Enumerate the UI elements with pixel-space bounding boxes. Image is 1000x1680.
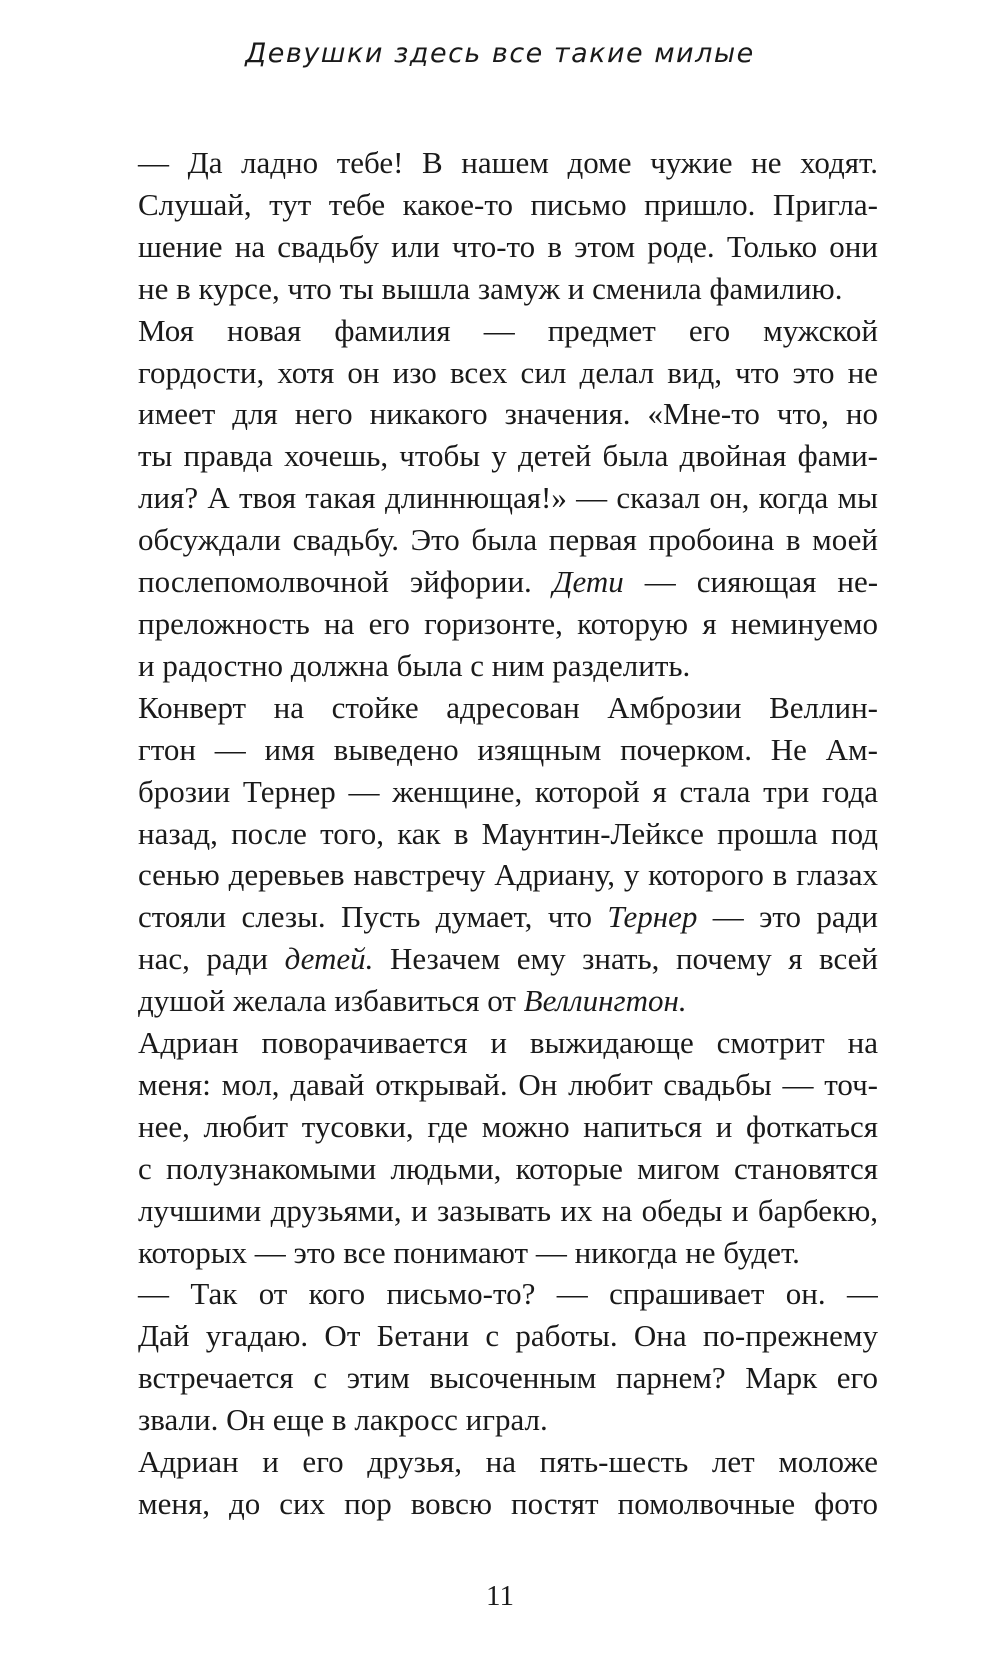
text-line: меня, до сих пор вовсю постят помолвочные фото — [138, 1486, 878, 1521]
text-segment: Незачем ему знать, почему я всей — [389, 941, 878, 977]
paragraph-5 — [100, 1273, 878, 1441]
text-line: гтон — имя выведено изящным почерком. Не Ам- — [138, 731, 878, 767]
paragraph-3 — [100, 687, 878, 1022]
text-segment: нас, ради — [138, 941, 269, 977]
text-line: брозии Тернер — женщине, которой я стала три года — [138, 773, 878, 809]
italic-word: Тернер — [607, 899, 698, 935]
text-line: — Так от кого письмо-то? — спрашивает он. — — [138, 1276, 878, 1312]
italic-word: Дети — [552, 564, 624, 600]
text-line — [100, 980, 878, 1022]
text-segment: душой желала избавиться от — [138, 983, 516, 1019]
text-line: имеет для него никакого значения. «Мне-то что, но — [138, 396, 878, 432]
paragraph-4 — [100, 1022, 878, 1273]
italic-word: Веллингтон. — [523, 983, 687, 1019]
text-line: не в курсе, что ты вышла замуж и сменила фамилию. — [138, 270, 843, 306]
text-segment: — сияющая не- — [644, 564, 878, 600]
text-segment: послепомолвочной эйфории. — [138, 564, 532, 600]
text-line: и радостно должна была с ним разделить. — [138, 647, 691, 683]
text-line: Адриан поворачивается и выжидающе смотрит на — [138, 1025, 878, 1061]
text-line: Адриан и его друзья, на пять-шесть лет моложе — [138, 1444, 878, 1480]
text-line — [100, 561, 878, 603]
text-line: которых — это все понимают — никогда не будет. — [138, 1234, 800, 1270]
text-line: звали. Он еще в лакросс играл. — [138, 1402, 548, 1438]
text-line: сенью деревьев навстречу Адриану, у которого в глазах — [138, 857, 878, 893]
text-line: лучшими друзьями, и зазывать их на обеды и барбекю, — [138, 1192, 878, 1228]
text-line: меня: мол, давай открывай. Он любит свадьбы — точ- — [138, 1066, 878, 1102]
text-line: назад, после того, как в Маунтин-Лейксе прошла под — [138, 815, 878, 851]
text-line: нее, любит тусовки, где можно напиться и фоткаться — [138, 1108, 878, 1144]
text-line — [100, 896, 878, 938]
text-line: встречается с этим высоченным парнем? Марк его — [138, 1360, 878, 1396]
text-line: гордости, хотя он изо всех сил делал вид, что это не — [138, 354, 878, 390]
text-line: Моя новая фамилия — предмет его мужской — [138, 312, 878, 348]
text-line — [100, 938, 878, 980]
text-segment: — это ради — [712, 899, 878, 935]
text-line: преложность на его горизонте, которую я неминуемо — [138, 605, 878, 641]
paragraph-6 — [100, 1441, 878, 1525]
paragraph-1 — [100, 142, 878, 310]
body-text — [100, 142, 878, 1525]
text-segment: стояли слезы. Пусть думает, что — [138, 899, 593, 935]
text-line: лия? А твоя такая длиннющая!» — сказал он, когда мы — [138, 480, 878, 516]
text-line: шение на свадьбу или что-то в этом роде. Только они — [138, 228, 878, 264]
text-line: Слушай, тут тебе какое-то письмо пришло. Пригла- — [138, 186, 878, 222]
text-line: с полузнакомыми людьми, которые мигом становятся — [138, 1150, 878, 1186]
text-line: — Да ладно тебе! В нашем доме чужие не ходят. — [138, 145, 878, 180]
text-line: обсуждали свадьбу. Это была первая пробоина в моей — [138, 522, 878, 558]
paragraph-2 — [100, 310, 878, 687]
page-number: 11 — [486, 1580, 514, 1612]
text-line: ты правда хочешь, чтобы у детей была двойная фами- — [138, 438, 878, 474]
running-header: Девушки здесь все такие милые — [245, 38, 755, 69]
italic-word: детей. — [284, 941, 374, 977]
text-line: Конверт на стойке адресован Амброзии Веллин- — [138, 689, 878, 725]
text-line: Дай угадаю. От Бетани с работы. Она по-прежнему — [138, 1318, 878, 1354]
